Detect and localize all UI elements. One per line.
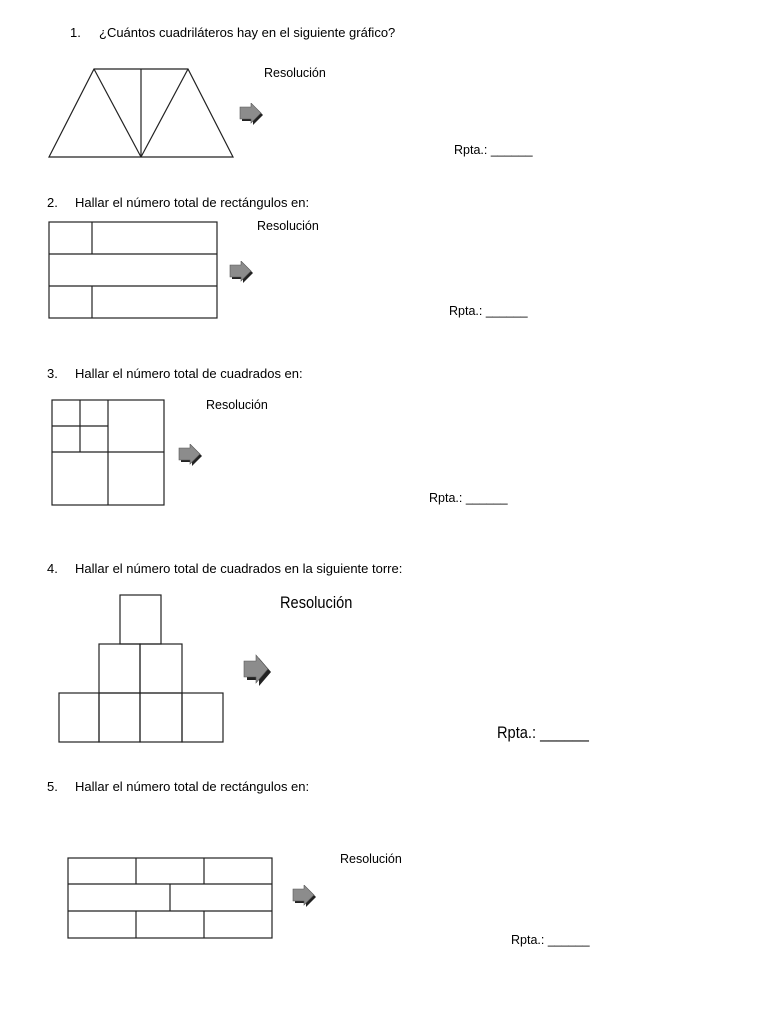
question-text: Hallar el número total de rectángulos en: xyxy=(75,779,310,794)
question-2 xyxy=(47,195,309,210)
question-text: Hallar el número total de cuadrados en: xyxy=(75,366,303,381)
resolution-label: Resolución xyxy=(264,66,326,80)
question-3 xyxy=(47,366,303,381)
answer-field: Rpta.: ______ xyxy=(511,933,590,947)
brick-wall-figure xyxy=(66,856,276,941)
question-number: 1. xyxy=(70,25,81,40)
question-number: 4. xyxy=(47,561,58,576)
trapezoid-figure xyxy=(45,65,240,161)
right-arrow-icon xyxy=(242,654,274,688)
resolution-label: Resolución xyxy=(340,852,402,866)
right-arrow-icon xyxy=(291,885,319,909)
tower-figure xyxy=(56,592,226,745)
question-5 xyxy=(47,779,309,794)
question-text: Hallar el número total de rectángulos en: xyxy=(75,195,310,210)
answer-field: Rpta.: ______ xyxy=(449,304,528,318)
question-number: 2. xyxy=(47,195,58,210)
resolution-label: Resolución xyxy=(257,219,319,233)
question-number: 5. xyxy=(47,779,58,794)
question-text: Hallar el número total de cuadrados en la siguiente torre: xyxy=(75,561,403,576)
rectangles-figure xyxy=(47,220,221,321)
resolution-label: Resolución xyxy=(280,593,353,612)
question-1 xyxy=(70,25,395,40)
question-4 xyxy=(47,561,402,576)
question-number: 3. xyxy=(47,366,58,381)
answer-field: Rpta.: ______ xyxy=(429,491,508,505)
resolution-label: Resolución xyxy=(206,398,268,412)
right-arrow-icon xyxy=(238,103,266,127)
answer-field: Rpta.: ______ xyxy=(497,723,589,742)
squares-figure xyxy=(50,398,168,508)
right-arrow-icon xyxy=(228,261,256,285)
answer-field: Rpta.: ______ xyxy=(454,143,533,157)
question-text: ¿Cuántos cuadriláteros hay en el siguiente gráfico? xyxy=(99,25,396,40)
right-arrow-icon xyxy=(177,444,205,468)
